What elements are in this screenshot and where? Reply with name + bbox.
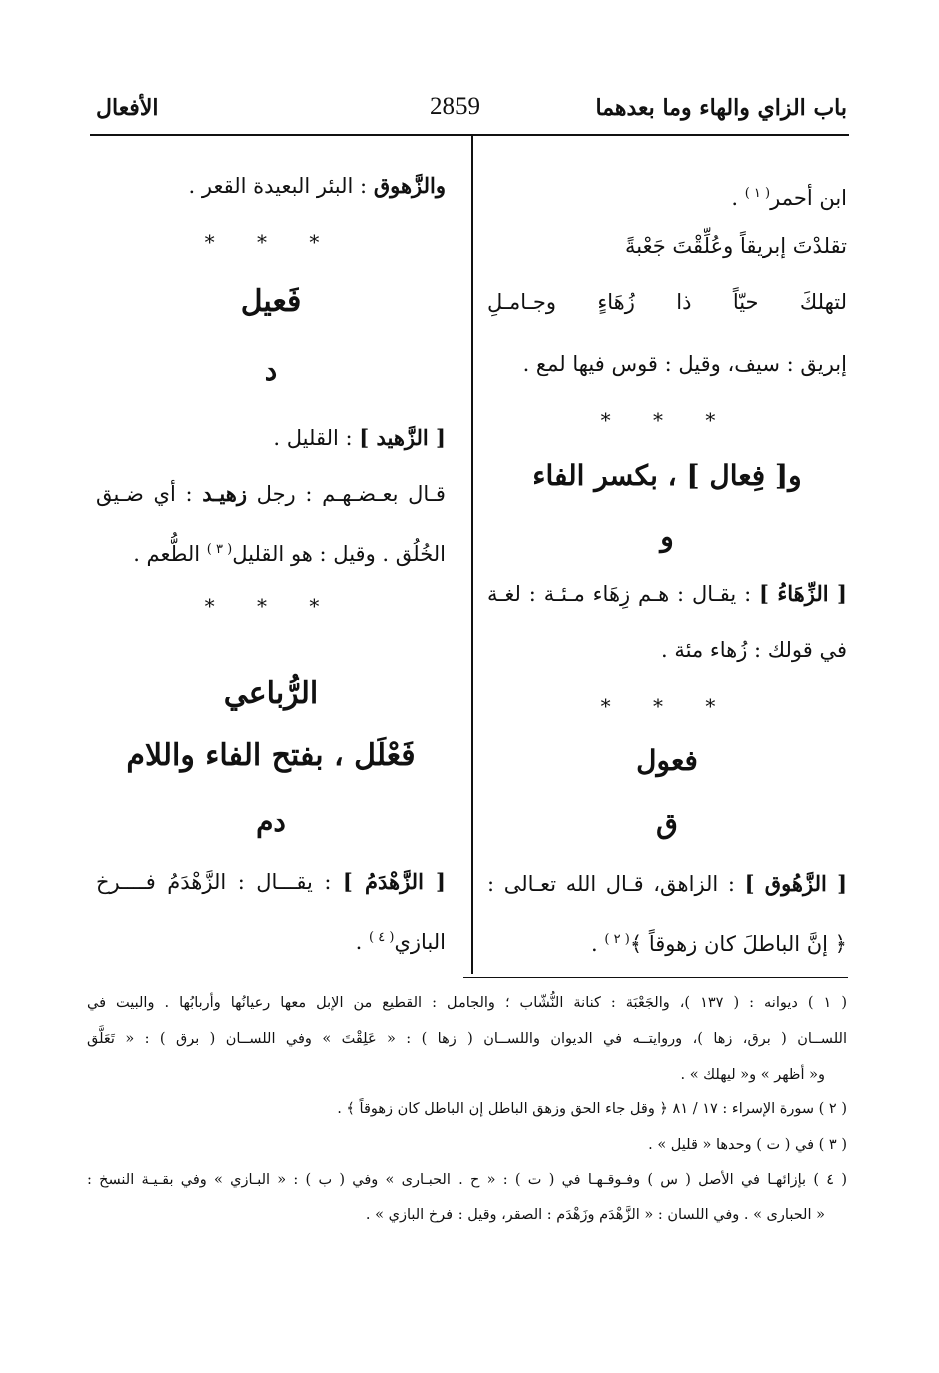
- separator-stars: * * *: [600, 694, 734, 718]
- right-column: [487, 0, 847, 980]
- pattern-heading: فَعْلَل ، بفتح الفاء واللام: [126, 738, 416, 773]
- explanation-line: إبريق : سيف، وقيل : قوس فيها لمع .: [522, 352, 847, 376]
- pattern-heading: فعول: [636, 744, 698, 777]
- poet-line: ابن أحمر$^{( ١ )}$ .: [731, 186, 847, 210]
- root-letter: و: [660, 520, 674, 553]
- footnote-ref: ( ١ ): [744, 186, 771, 201]
- footnote-2: ( ٢ ) سورة الإسراء : ١٧ / ٨١ ﴿ وقل جاء الحق وزهق الباطل إن الباطل كان زهوقاً ﴾ .: [337, 1101, 847, 1117]
- entry-line: [ الزِّهَاءُ ] : يقـال : هـم زِهَاء مـئـة : لغـة: [487, 581, 847, 606]
- quran-quote: ﴿ إنَّ الباطلَ كان زهوقاً ﴾$^{( ٢ )}$ .: [591, 932, 847, 956]
- entry-line: البازي$^{( ٤ )}$ .: [355, 930, 446, 954]
- entry-term: والزَّهوق: [373, 173, 446, 198]
- pattern-heading: و[ فِعال ] ، بكسر الفاء: [532, 459, 802, 492]
- footnote-1-line-1: ( ١ ) ديوانه : ( ١٣٧ )، والجَعْبَة : كنانة النُّشّاب ؛ والجامل : القطيع من الإبل معها رعيانُها وأربابُها . والبيت في: [87, 995, 847, 1011]
- root-letter: د: [264, 354, 278, 387]
- chapter-title: باب الزاي والهاء وما بعدهما: [595, 95, 847, 121]
- entry-line: الخُلُق . وقيل : هو القليل$^{( ٣ )}$ الطُّعم .: [133, 542, 446, 566]
- separator-stars: * * *: [204, 594, 338, 618]
- entry-line: [ الزَّهيد ] : القليل .: [273, 425, 446, 450]
- entry-line: [ الزَّهْدَمُ ] : يقـــال : الزَّهْدَمُ فــــرخ: [96, 869, 446, 894]
- entry-line: قـال بعـضـهـم : رجل زهيـد : أي ضـيق: [96, 481, 446, 506]
- entry-line: في قولك : زُهاء مئة .: [661, 638, 847, 662]
- page-number: 2859: [430, 93, 480, 120]
- footnote-ref: ( ٣ ): [206, 542, 233, 557]
- section-heading: الرُّباعي: [223, 676, 319, 711]
- verse-line-1: تقلدْتَ إبريقاً وعُلِّقْتَ جَعْبةً: [625, 234, 847, 258]
- root-letter: ق: [656, 807, 678, 840]
- footnote-ref: ( ٤ ): [369, 930, 395, 945]
- entry-term: [ الزَّهيد ]: [359, 425, 446, 450]
- root-letter: دم: [256, 805, 286, 838]
- verse-line-2: لتهلكَ حيّاً ذا زُهَاءٍ وجـامـلِ: [487, 290, 847, 314]
- entry-term: زهيـد: [202, 481, 247, 506]
- entry-line: والزَّهوق : البئر البعيدة القعر .: [188, 173, 446, 198]
- footnote-3: ( ٣ ) في ( ت ) وحدها « قليل » .: [648, 1137, 847, 1153]
- column-divider: [471, 136, 473, 974]
- entry-term: [ الزَّهْدَمُ ]: [342, 869, 446, 894]
- entry-line: [ الزَّهُوق ] : الزاهق، قـال الله تعـالى :: [487, 871, 847, 896]
- footnote-1-line-3: و« أظهر » و« ليهلك » .: [680, 1067, 825, 1083]
- section-title: الأفعال: [96, 95, 159, 121]
- footnote-4-line-1: ( ٤ ) بإزائهـا في الأصل ( س ) وفـوقـهـا في ( ت ) : « ح . الحبـارى » وفي ( ب ) : « البـازي » وفي بقـيـة النسخ :: [87, 1172, 847, 1188]
- footnote-4-line-2: « الحبارى » . وفي اللسان : « الزَّهْدَم وزَهْدَم : الصقر، وقيل : فرخ البازي » .: [365, 1207, 825, 1223]
- pattern-heading: فَعيل: [240, 284, 302, 319]
- separator-stars: * * *: [204, 230, 338, 254]
- entry-term: [ الزِّهَاءُ ]: [759, 581, 847, 606]
- left-column: [96, 0, 446, 980]
- separator-stars: * * *: [600, 408, 734, 432]
- entry-term: [ الزَّهُوق ]: [744, 871, 847, 896]
- footnote-rule: [463, 977, 848, 978]
- footnote-ref: ( ٢ ): [604, 932, 630, 947]
- footnote-1-line-2: اللســان ( برق، زها )، وروايتــه في الديوان واللســان ( زها ) : « عَلِقْتَ » وفي اللســان ( برق ) : « تَعَلَّق: [87, 1031, 847, 1047]
